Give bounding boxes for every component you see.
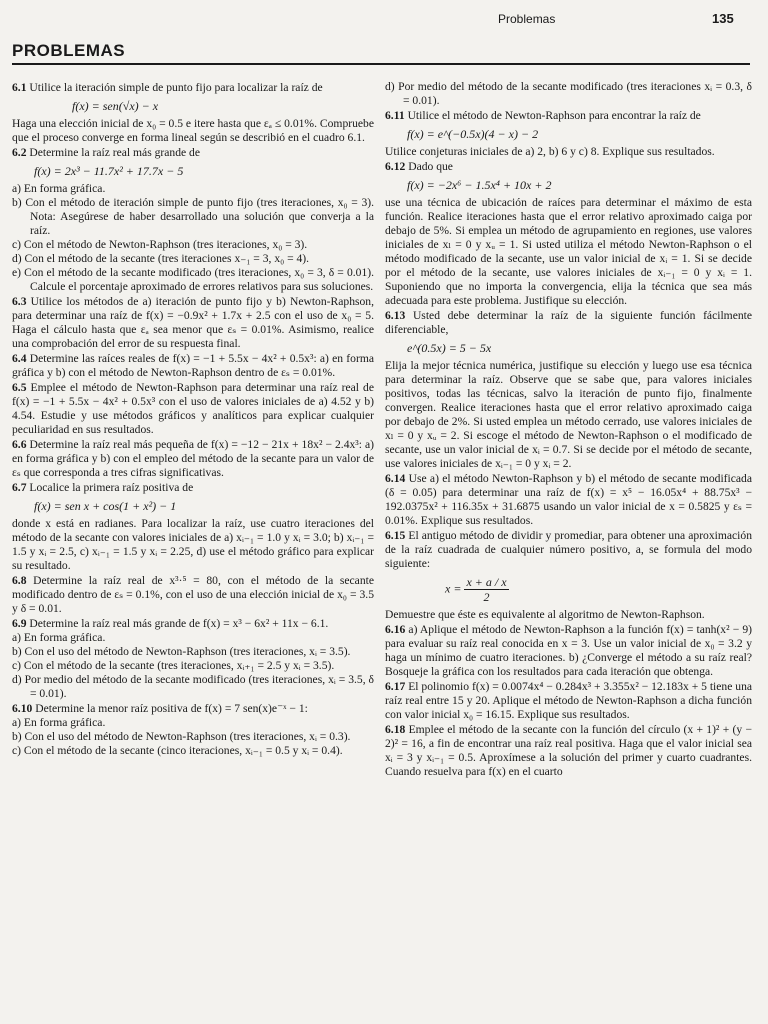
problem-text: Determine la raíz real más grande de	[29, 146, 201, 159]
title-rule	[12, 63, 750, 65]
problem-6-5	[12, 381, 374, 437]
problem-6-7	[12, 481, 374, 495]
right-column	[385, 80, 752, 779]
equation: f(x) = sen(√x) − x	[72, 99, 159, 113]
problem-6-16	[385, 623, 752, 679]
fraction-denominator: 2	[483, 590, 490, 604]
problem-text: Determine la raíz real más pequeña de f(x) = −12 − 21x + 18x² − 2.4x³: a) en forma gráfica y b) con el empleo del método de la secante para un valor de εₛ que corresponda a tres cifras significativas.	[12, 438, 375, 479]
problem-number: 6.1	[12, 81, 27, 94]
sub-item: d) Con el método de la secante (tres iteraciones x₋₁ = 3, x₀ = 4).	[12, 252, 310, 265]
running-header: Problemas	[498, 12, 556, 26]
problem-6-8	[12, 574, 374, 616]
problem-number: 6.2	[12, 146, 27, 159]
problem-number: 6.8	[12, 574, 27, 587]
problem-number: 6.10	[12, 702, 33, 715]
problem-text: Determine las raíces reales de f(x) = −1 + 5.5x − 4x² + 0.5x³: a) en forma gráfica y b) con el método de Newton-Raphson dentro de εₛ = 0.01%.	[12, 352, 374, 379]
sub-item: b) Con el uso del método de Newton-Raphson (tres iteraciones, xᵢ = 0.3).	[12, 730, 351, 743]
problem-6-10	[12, 702, 374, 716]
problem-text: Utilice conjeturas iniciales de a) 2, b) 6 y c) 8. Explique sus resultados.	[385, 145, 715, 158]
problem-text: Demuestre que éste es equivalente al algoritmo de Newton-Raphson.	[385, 608, 705, 621]
problem-number: 6.13	[385, 309, 406, 322]
sub-item: a) En forma gráfica.	[12, 631, 106, 644]
page-number: 135	[712, 11, 734, 26]
fraction-numerator: x + a / x	[466, 575, 507, 589]
problem-text: Emplee el método de Newton-Raphson para determinar una raíz real de f(x) = −1 + 5.5x − 4x² + 0.5x³ con el uso de valores iniciales de a) 4.52 y b) 4.54. Estudie y use métodos gráficos y analíticos para explicar cualquier peculiaridad en sus resultados.	[12, 381, 374, 436]
fraction	[464, 575, 508, 604]
sub-item: a) En forma gráfica.	[12, 182, 106, 195]
fraction-equation	[385, 571, 752, 608]
problem-text: Determine la menor raíz positiva de f(x) = 7 sen(x)e⁻ˣ − 1:	[35, 702, 308, 715]
problem-text: Usted debe determinar la raíz de la siguiente función fácilmente diferenciable,	[385, 309, 752, 336]
problem-text: Use a) el método Newton-Raphson y b) el método de secante modificada (δ = 0.05) para determinar una raíz de f(x) = x⁵ − 16.05x⁴ + 88.75x³ − 192.0375x² + 116.35x + 31.6875 usando un valor inicial de x = 0.5825 y εₛ = 0.01%. Explique sus resultados.	[385, 472, 752, 527]
left-column	[12, 80, 374, 758]
problem-number: 6.17	[385, 680, 406, 693]
equation-lhs: x =	[445, 581, 462, 596]
problem-6-9	[12, 617, 374, 631]
sub-item: a) En forma gráfica.	[12, 716, 106, 729]
problem-number: 6.5	[12, 381, 27, 394]
sub-item: d) Por medio del método de la secante modificado (tres iteraciones, xᵢ = 3.5, δ = 0.01).	[12, 673, 374, 700]
problem-6-6	[12, 438, 374, 480]
problem-number: 6.14	[385, 472, 406, 485]
sub-item: e) Con el método de la secante modificado (tres iteraciones, x₀ = 3, δ = 0.01). Calcule el porcentaje aproximado de errores relativos para sus soluciones.	[12, 266, 374, 293]
problem-number: 6.18	[385, 723, 406, 736]
problem-text: Elija la mejor técnica numérica, justifique su elección y luego use esa técnica para determinar la raíz. Observe que se sabe que, para valores iniciales positivos, todas las técnicas, salvo la iteración de punto fijo, finalmente convergen. Realice iteraciones hasta que el error relativo aproximado caiga por debajo de 2%. Si usted emplea un método cerrado, use valores iniciales de xₗ = 0 y xᵤ = 2. Si escoge el método de Newton-Raphson o el modificado de secante, use un valor inicial de xᵢ = 0.7. Si se decide por el método de secante, use valores iniciales de xᵢ₋₁ = 0 y xᵢ = 2.	[385, 359, 752, 470]
section-title: PROBLEMAS	[12, 41, 126, 60]
problem-text: Utilice el método de Newton-Raphson para encontrar la raíz de	[407, 109, 701, 122]
problem-text: El polinomio f(x) = 0.0074x⁴ − 0.284x³ + 3.355x² − 12.183x + 5 tiene una raíz real entre 15 y 20. Aplique el método de Newton-Raphson a dicha función con valor inicial x₀ = 16.15. Explique sus resultados.	[385, 680, 753, 721]
sub-item: d) Por medio del método de la secante modificado (tres iteraciones xᵢ = 0.3, δ = 0.01).	[385, 80, 752, 107]
problem-text: donde x está en radianes. Para localizar la raíz, use cuatro iteraciones del método de la secante con valores iniciales de a) xᵢ₋₁ = 1.0 y xᵢ = 3.0; b) xᵢ₋₁ = 1.5 y xᵢ = 2.5, c) xᵢ₋₁ = 1.5 y xᵢ = 2.25, d) use el método gráfico para explicar su resultado.	[12, 517, 374, 572]
problem-number: 6.6	[12, 438, 27, 451]
problem-6-3	[12, 295, 374, 351]
sub-item: c) Con el método de la secante (cinco iteraciones, xᵢ₋₁ = 0.5 y xᵢ = 0.4).	[12, 744, 343, 757]
equation: f(x) = −2x⁶ − 1.5x⁴ + 10x + 2	[407, 178, 552, 192]
problem-6-11	[385, 109, 752, 123]
problem-text: use una técnica de ubicación de raíces para determinar el máximo de esta función. Realice iteraciones hasta que el error relativo aproximado caiga por debajo de 5%. Si emplea un método de agrupamiento en regiones, use valores iniciales de xₗ = 0 y xᵤ = 1. Si usted utiliza el método Newton-Raphson o el método modificado de la secante, use un valor inicial de xᵢ = 1. Si se decide por el método de la secante, use valores iniciales de xᵢ₋₁ = 0 y xᵢ = 1. Suponiendo que no importa la convergencia, elija la técnica que sea más adecuada para este problema. Justifique su elección.	[385, 196, 752, 307]
problem-6-4	[12, 352, 374, 380]
problem-number: 6.11	[385, 109, 405, 122]
equation: f(x) = sen x + cos(1 + x²) − 1	[34, 499, 177, 513]
problem-number: 6.3	[12, 295, 27, 308]
problem-6-14	[385, 472, 752, 528]
problem-text: Determine la raíz real de x³·⁵ = 80, con el método de la secante modificado dentro de εₛ = 0.1%, con el uso de una elección inicial de x₀ = 3.5 y δ = 0.01.	[12, 574, 374, 615]
problem-text: Utilice los métodos de a) iteración de punto fijo y b) Newton-Raphson, para determinar una raíz de f(x) = −0.9x² + 1.7x + 2.5 con el uso de x₀ = 5. Haga el cálculo hasta que εₐ sea menor que εₛ = 0.01%. Asimismo, realice una comprobación del error de su respuesta final.	[12, 295, 374, 350]
problem-number: 6.4	[12, 352, 27, 365]
problem-6-2	[12, 146, 374, 160]
problem-number: 6.12	[385, 160, 406, 173]
problem-6-18	[385, 723, 752, 779]
problem-text: Utilice la iteración simple de punto fijo para localizar la raíz de	[29, 81, 323, 94]
sub-item: b) Con el método de iteración simple de punto fijo (tres iteraciones, x₀ = 3). Nota: Asegúrese de haber desarrollado una solución que converja a la raíz.	[12, 196, 374, 237]
problem-6-12	[385, 160, 752, 174]
equation: f(x) = e^(−0.5x)(4 − x) − 2	[407, 127, 539, 141]
problem-text: Haga una elección inicial de x₀ = 0.5 e itere hasta que εₐ ≤ 0.01%. Compruebe que el proceso converge en forma lineal según se describió en el cuadro 6.1.	[12, 117, 374, 144]
problem-6-1	[12, 81, 374, 95]
sub-item: c) Con el método de Newton-Raphson (tres iteraciones, x₀ = 3).	[12, 238, 308, 251]
problem-number: 6.7	[12, 481, 27, 494]
problem-text: Determine la raíz real más grande de f(x) = x³ − 6x² + 11x − 6.1.	[29, 617, 329, 630]
problem-text: Localice la primera raíz positiva de	[29, 481, 194, 494]
problem-6-13	[385, 309, 752, 337]
problem-text: a) Aplique el método de Newton-Raphson a la función f(x) = tanh(x² − 9) para evaluar su raíz real conocida en x = 3. Use un valor inicial de x₀ = 3.2 y haga un mínimo de cuatro iteraciones. b) ¿Converge el método a su raíz real? Bosqueje la gráfica con los resultados para cada iteración que obtenga.	[385, 623, 753, 678]
equation: f(x) = 2x³ − 11.7x² + 17.7x − 5	[34, 164, 184, 178]
equation: e^(0.5x) = 5 − 5x	[407, 341, 492, 355]
problem-text: Dado que	[408, 160, 453, 173]
sub-item: c) Con el método de la secante (tres iteraciones, xᵢ₊₁ = 2.5 y xᵢ = 3.5).	[12, 659, 335, 672]
problem-text: El antiguo método de dividir y promediar, para obtener una aproximación de la raíz cuadrada de cualquier número positivo, a, se formula del modo siguiente:	[385, 529, 752, 570]
problem-6-17	[385, 680, 752, 722]
problem-number: 6.16	[385, 623, 406, 636]
problem-number: 6.9	[12, 617, 27, 630]
problem-number: 6.15	[385, 529, 406, 542]
problem-text: Emplee el método de la secante con la función del círculo (x + 1)² + (y − 2)² = 16, a fin de encontrar una raíz real positiva. Haga que el valor inicial sea xᵢ = 3 y xᵢ₋₁ = 0.5. Aproxímese a la solución del primer y cuarto cuadrantes. Cuando resuelva para f(x) en el cuarto	[385, 723, 752, 778]
problem-6-15	[385, 529, 752, 571]
sub-item: b) Con el uso del método de Newton-Raphson (tres iteraciones, xᵢ = 3.5).	[12, 645, 351, 658]
